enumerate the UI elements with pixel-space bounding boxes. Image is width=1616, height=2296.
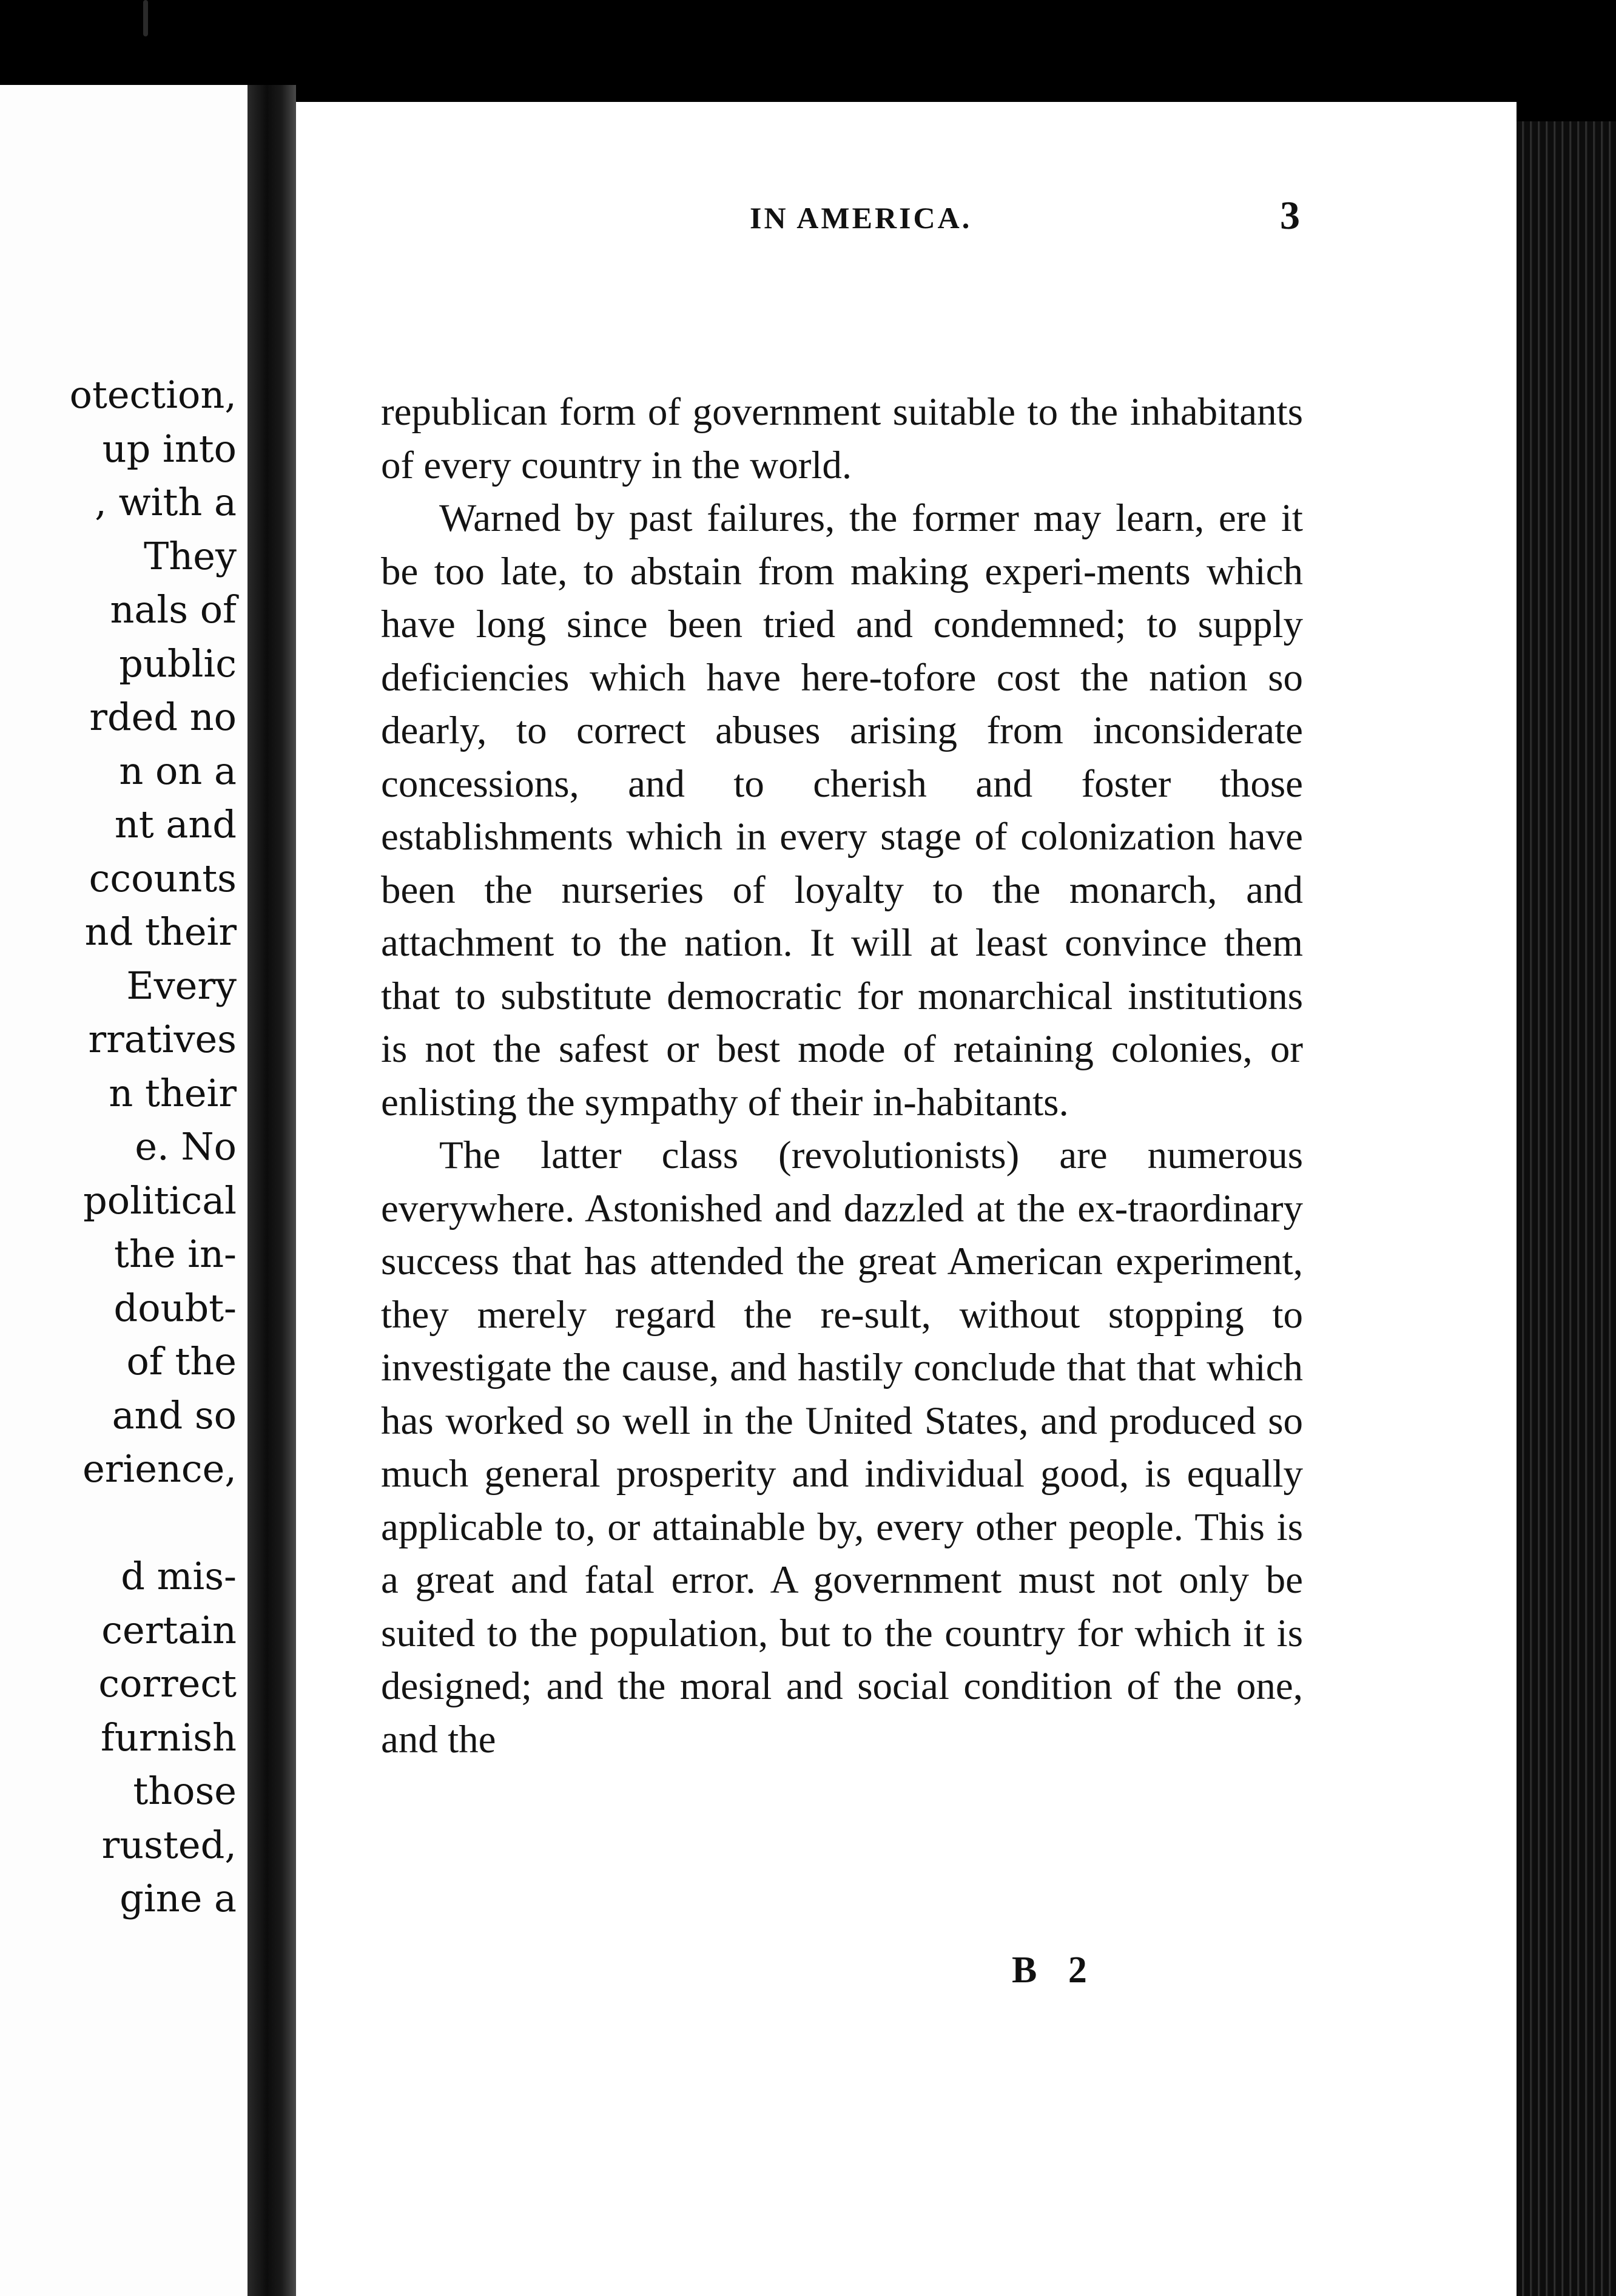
- book-gutter: [247, 85, 296, 2296]
- left-page-line: certain: [101, 1607, 237, 1652]
- left-page-line: d mis-: [121, 1554, 237, 1598]
- left-page-line: nt and: [114, 802, 237, 846]
- left-page-line: e. No: [135, 1124, 237, 1169]
- left-page-line: n on a: [119, 748, 237, 793]
- left-page-line: of the: [126, 1339, 237, 1383]
- left-page-line: erience,: [82, 1447, 237, 1491]
- left-page-line: up into: [102, 426, 237, 471]
- signature-mark: B 2: [1012, 1950, 1098, 1991]
- left-page-line: furnish: [100, 1715, 237, 1760]
- body-text: [381, 386, 1303, 1766]
- left-page-line: ccounts: [89, 856, 237, 900]
- left-page-line: nd their: [84, 910, 237, 954]
- running-head: IN AMERICA.: [750, 201, 972, 235]
- left-page-line: the in-: [114, 1232, 237, 1276]
- left-page-line: those: [133, 1769, 237, 1813]
- left-page-fragment: [0, 85, 247, 2296]
- paragraph-2: Warned by past failures, the former may learn, ere it be too late, to abstain from making experi-ments which have long since been tried and condemned; to supply deficiencies which have here-tofore cost the nation so dearly, to correct abuses arising from inconsiderate concessions, and to cherish and foster those establishments which in every stage of colonization have been the nurseries of loyalty to the monarch, and attachment to the nation. It will at least convince them that to substitute democratic for monarchical institutions is not the safest or best mode of retaining colonies, or enlisting the sympathy of their in-habitants.: [381, 496, 1303, 1124]
- left-page-line: gine a: [120, 1876, 237, 1920]
- left-page-line: doubt-: [113, 1285, 237, 1330]
- left-page-line: n their: [109, 1070, 237, 1115]
- left-page-line: correct: [98, 1661, 237, 1706]
- left-page-line: rded no: [89, 695, 237, 739]
- page-edges: [1517, 121, 1616, 2296]
- left-page-line: political: [83, 1178, 237, 1223]
- left-page-line: They: [143, 533, 237, 578]
- left-page-line: public: [119, 641, 237, 686]
- paragraph-1: republican form of government suitable to the inhabitants of every country in the world.: [381, 390, 1303, 487]
- left-page-line: otection,: [69, 373, 237, 417]
- left-page-line: rusted,: [101, 1822, 237, 1867]
- left-page-line: and so: [112, 1393, 237, 1437]
- scan-artifact-mark: [143, 0, 148, 36]
- left-page-line: rratives: [88, 1017, 237, 1061]
- left-page-line: nals of: [110, 587, 237, 632]
- paragraph-3: The latter class (revolutionists) are numerous everywhere. Astonished and dazzled at the ex-traordinary success that has attended the great American experiment, they merely regard the re-sult, without stopping to investigate the cause, and hastily conclude that that which has worked so well in the United States, and produced so much general prosperity and individual good, is equally applicable to, or attainable by, every other people. This is a great and fatal error. A government must not only be suited to the population, but to the country for which it is designed; and the moral and social condition of the one, and the: [381, 1133, 1303, 1761]
- left-page-line: , with a: [95, 480, 237, 524]
- page-number: 3: [1280, 194, 1300, 238]
- left-page-line: Every: [126, 963, 237, 1008]
